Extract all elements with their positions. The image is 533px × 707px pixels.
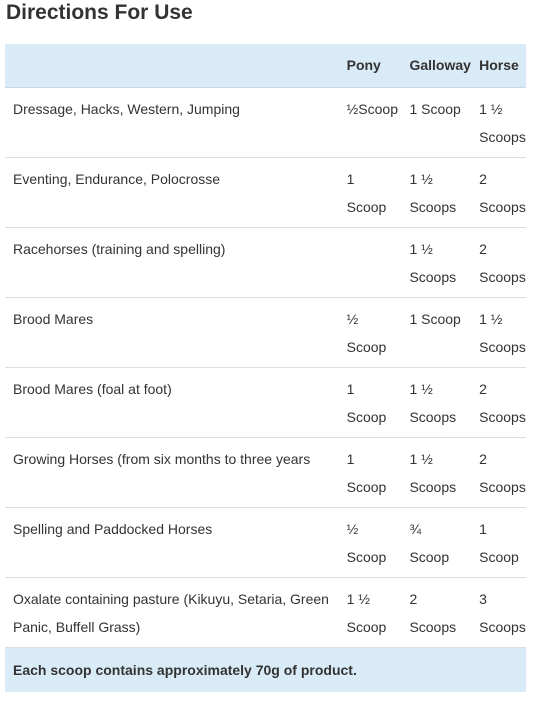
galloway-cell: 1 ½ Scoops xyxy=(401,228,471,298)
table-row xyxy=(5,88,526,158)
pony-cell: 1 Scoop xyxy=(339,438,402,508)
header-cell-galloway: Galloway xyxy=(401,44,471,88)
use-cell: Brood Mares (foal at foot) xyxy=(5,368,339,438)
header-cell-pony: Pony xyxy=(339,44,402,88)
galloway-cell: 1 ½ Scoops xyxy=(401,438,471,508)
table-row xyxy=(5,438,526,508)
horse-cell: 1 Scoop xyxy=(471,508,526,578)
header-cell-use xyxy=(5,44,339,88)
use-cell: Spelling and Paddocked Horses xyxy=(5,508,339,578)
table-footer-row xyxy=(5,648,526,693)
horse-cell: 1 ½ Scoops xyxy=(471,88,526,158)
use-cell: Oxalate containing pasture (Kikuyu, Setaria, Green Panic, Buffell Grass) xyxy=(5,578,339,648)
galloway-cell: 1 Scoop xyxy=(401,298,471,368)
pony-cell: 1 ½ Scoop xyxy=(339,578,402,648)
galloway-cell: 1 ½ Scoops xyxy=(401,368,471,438)
use-cell: Brood Mares xyxy=(5,298,339,368)
table-row xyxy=(5,158,526,228)
pony-cell: ½ Scoop xyxy=(339,298,402,368)
use-cell: Eventing, Endurance, Polocrosse xyxy=(5,158,339,228)
horse-cell: 2 Scoops xyxy=(471,438,526,508)
pony-cell: ½ Scoop xyxy=(339,508,402,578)
table-row xyxy=(5,228,526,298)
pony-cell xyxy=(339,228,402,298)
page-title: Directions For Use xyxy=(6,1,193,24)
header-cell-horse: Horse xyxy=(471,44,526,88)
table-row xyxy=(5,298,526,368)
galloway-cell: ¾ Scoop xyxy=(401,508,471,578)
use-cell: Growing Horses (from six months to three years xyxy=(5,438,339,508)
galloway-cell: 2 Scoops xyxy=(401,578,471,648)
horse-cell: 2 Scoops xyxy=(471,158,526,228)
directions-table xyxy=(5,44,526,692)
galloway-cell: 1 ½ Scoops xyxy=(401,158,471,228)
horse-cell: 2 Scoops xyxy=(471,228,526,298)
table-row xyxy=(5,508,526,578)
horse-cell: 1 ½ Scoops xyxy=(471,298,526,368)
pony-cell: ½Scoop xyxy=(339,88,402,158)
horse-cell: 2 Scoops xyxy=(471,368,526,438)
use-cell: Racehorses (training and spelling) xyxy=(5,228,339,298)
table-row xyxy=(5,368,526,438)
table-row xyxy=(5,578,526,648)
pony-cell: 1 Scoop xyxy=(339,158,402,228)
galloway-cell: 1 Scoop xyxy=(401,88,471,158)
scoop-note: Each scoop contains approximately 70g of product. xyxy=(5,648,526,693)
table-header-row xyxy=(5,44,526,88)
horse-cell: 3 Scoops xyxy=(471,578,526,648)
use-cell: Dressage, Hacks, Western, Jumping xyxy=(5,88,339,158)
pony-cell: 1 Scoop xyxy=(339,368,402,438)
